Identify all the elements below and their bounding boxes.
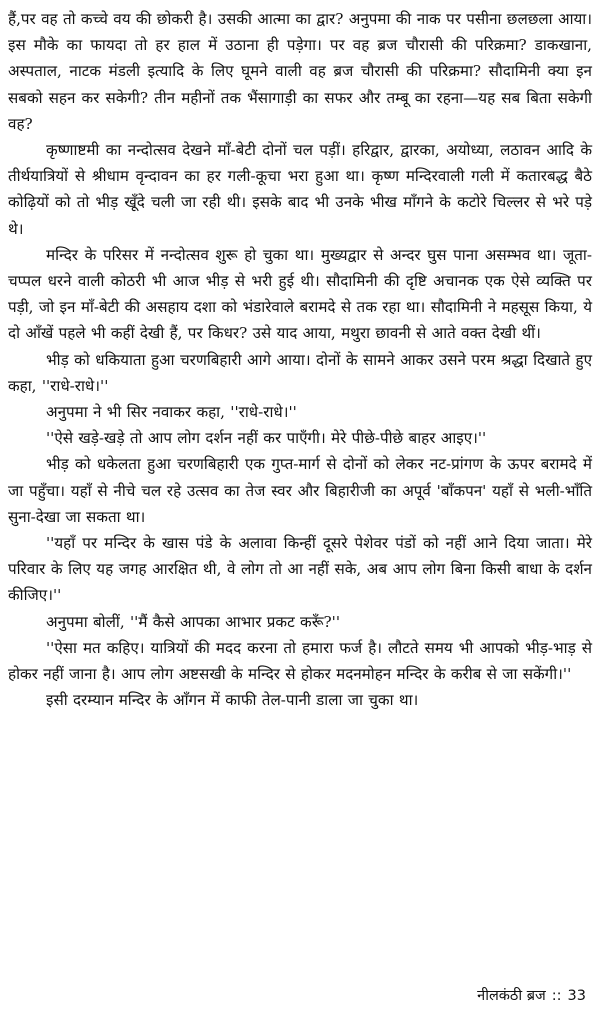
paragraph-3: मन्दिर के परिसर में नन्दोत्सव शुरू हो चुका था। मुख्यद्वार से अन्दर घुस पाना असम्भव था। जूता-चप्पल धरने वाली कोठरी भी आज भीड़ से भरी हुई थी। सौदामिनी की दृष्टि अचानक एक ऐसे व्यक्ति पर पड़ी, जो इन माँ-बेटी की असहाय दशा को भंडारेवाले बरामदे से तक रहा था। सौदामिनी ने महसूस किया, ये दो आँखें पहले भी कहीं देखी हैं, पर किधर? उसे याद आया, मथुरा छावनी से आते वक्त देखी थीं।: [8, 245, 592, 343]
paragraph-9: अनुपमा बोलीं, ''मैं कैसे आपका आभार प्रकट करूँ?'': [46, 612, 341, 631]
paragraph-5: अनुपमा ने भी सिर नवाकर कहा, ''राधे-राधे।'': [46, 403, 297, 422]
paragraph-6: ''ऐसे खड़े-खड़े तो आप लोग दर्शन नहीं कर पाएँगी। मेरे पीछे-पीछे बाहर आइए।'': [46, 429, 487, 448]
paragraph-4: भीड़ को धकियाता हुआ चरणबिहारी आगे आया। दोनों के सामने आकर उसने परम श्रद्धा दिखाते हुए कहा, ''राधे-राधे।'': [8, 350, 592, 395]
running-title: नीलकंठी ब्रज: [477, 988, 546, 1004]
footer-separator: ::: [551, 988, 562, 1004]
paragraph-1: हैं,पर वह तो कच्चे वय की छोकरी है। उसकी आत्मा का द्वार? अनुपमा की नाक पर पसीना छलछला आया। इस मौके का फायदा तो हर हाल में उठाना ही पड़ेगा। पर वह ब्रज चौरासी की परिक्रमा? डाकखाना, अस्पताल, नाटक मंडली इत्यादि के लिए घूमने वाली वह ब्रज चौरासी की परिक्रमा? सौदामिनी क्या इन सबको सहन कर सकेगी? तीन महीनों तक भैंसागाड़ी का सफर और तम्बू का रहना—यह सब बिता सकेगी वह?: [8, 10, 592, 133]
page-number: 33: [567, 988, 586, 1004]
paragraph-2: कृष्णाष्टमी का नन्दोत्सव देखने माँ-बेटी दोनों चल पड़ीं। हरिद्वार, द्वारका, अयोध्या, लठावन आदि के तीर्थयात्रियों से श्रीधाम वृन्दावन का हर गली-कूचा भरा हुआ था। कृष्ण मन्दिरवाली गली में कतारबद्ध बैठे कोढ़ियों को तो भीड़ खूँदे चली जा रही थी। इसके बाद भी उनके भीख माँगने के कटोरे चिल्लर से भरे पड़े थे।: [8, 141, 592, 238]
paragraph-8: ''यहाँ पर मन्दिर के खास पंडे के अलावा किन्हीं दूसरे पेशेवर पंडों को नहीं आने दिया जाता। मेरे परिवार के लिए यह जगह आरक्षित थी, वे लोग तो आ नहीं सके, अब आप लोग बिना किसी बाधा के दर्शन कीजिए।'': [8, 534, 592, 605]
paragraph-11: इसी दरम्यान मन्दिर के आँगन में काफी तेल-पानी डाला जा चुका था।: [46, 691, 419, 710]
page-body: [8, 6, 592, 713]
page-footer: [477, 986, 586, 1006]
paragraph-7: भीड़ को धकेलता हुआ चरणबिहारी एक गुप्त-मार्ग से दोनों को लेकर नट-प्रांगण के ऊपर बरामदे में जा पहुँचा। यहाँ से नीचे चल रहे उत्सव का तेज स्वर और बिहारीजी का अपूर्व 'बाँकपन' यहाँ से भली-भाँति सुना-देखा जा सकता था।: [8, 455, 592, 526]
paragraph-10: ''ऐसा मत कहिए। यात्रियों की मदद करना तो हमारा फर्ज है। लौटते समय भी आपको भीड़-भाड़ से होकर नहीं जाना है। आप लोग अष्टसखी के मन्दिर से होकर मदनमोहन मन्दिर के करीब से जा सकेंगी।'': [8, 638, 592, 684]
